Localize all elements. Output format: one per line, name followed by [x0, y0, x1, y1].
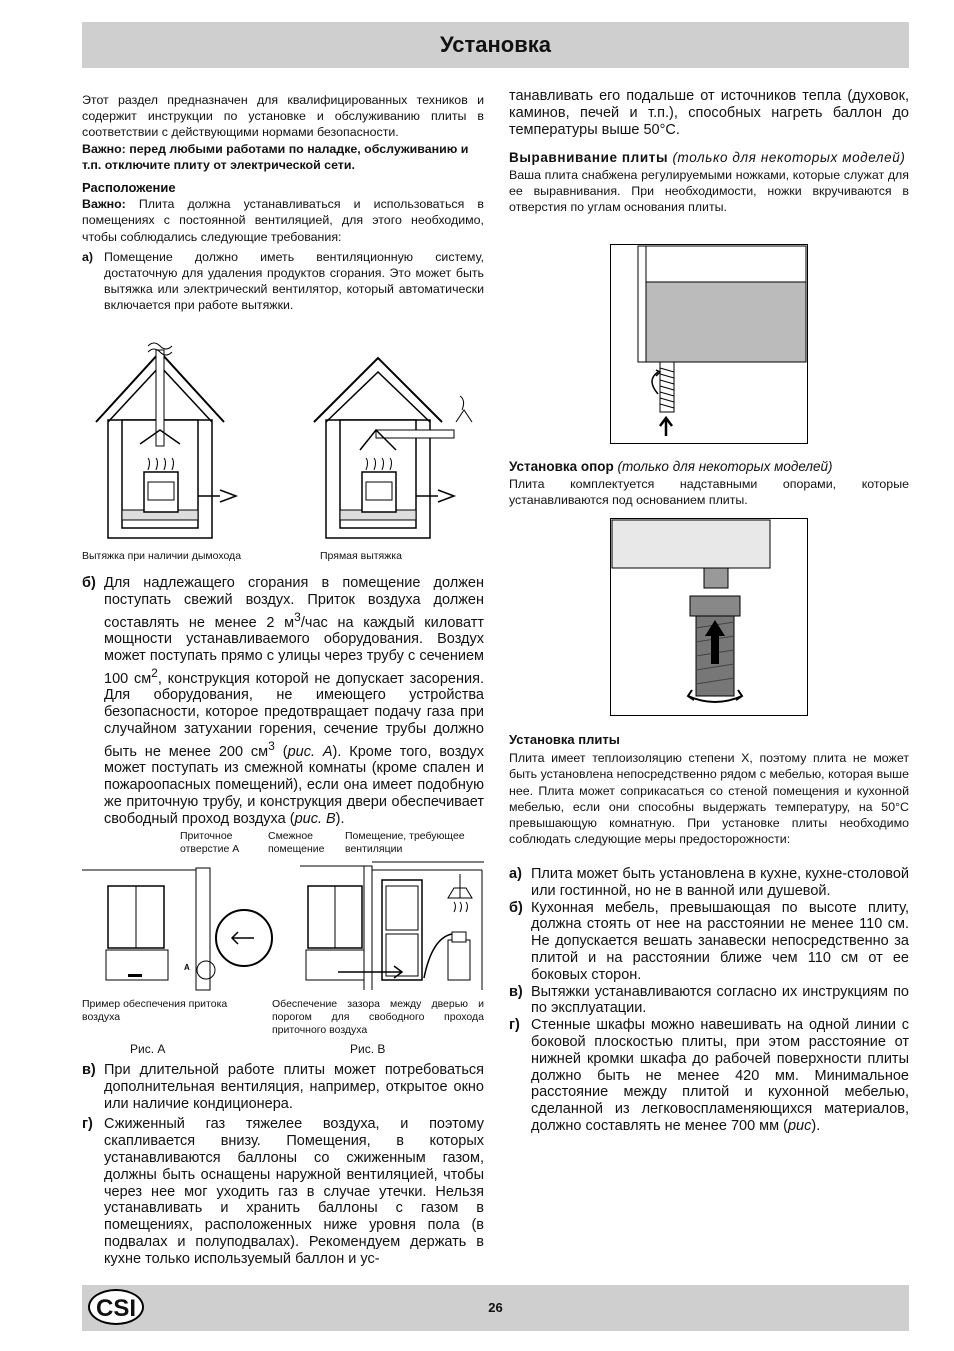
right-cont	[509, 88, 909, 138]
intro-text: Этот раздел предназначен для квалифицированных техников и содержит инструкции по установке и обслуживанию плиты в соответствии с действующими нормами безопасности.	[82, 93, 484, 140]
page-title: Установка	[439, 32, 552, 57]
list-item-a: а) Помещение должно иметь вентиляционную систему, достаточную для удаления продуктов сгорания. Это может быть вытяжка или электрический вентилятор, который автоматически включается при работе вытяжки.	[82, 249, 484, 313]
list-item-b: б) Для надлежащего сгорания в помещение должен поступать свежий воздух. Приток воздуха должен составлять не менее 2 $м^3$/час на каждый киловатт мощности устанавливаемого оборудования. Воздух может поступать прямо с улицы через трубу с сечением 100 $см^2$, конструкция которой не допускает засорения. Для оборудования, не имеющего устройства безопасности, которое предотвращает подачу газа при случайном затухании горения, сечение трубы должно быть не менее 200 $см^3$ (рис. А). Кроме того, воздух может поступать из смежной комнаты (кроме спален и пожароопасных помещений), если она имеет подобную же приточную трубу, и конструкция двери обеспечивает свободный проход воздуха (рис. В).	[82, 575, 484, 827]
caption-fig-b: Обеспечение зазора между дверью и порогом для свободного прохода приточного воздуха	[272, 998, 484, 1036]
leveling-text: Ваша плита снабжена регулируемыми ножками, которые служат для ее выравнивания. При необходимости, ножки вкручиваются в отверстия по углам основания плиты.	[509, 168, 909, 215]
warning-text: Важно: перед любыми работами по наладке, обслуживанию и т.п. отключите плиту от электрической сети.	[82, 141, 469, 172]
install-text: Плита имеет теплоизоляцию степени Х, поэтому плита не может быть установлена непосредственно рядом с мебелью, которая выше нее. Плита может соприкасаться со стеной помещения и кухонной мебелью, если они способны выдержать температуру, на 50°С превышающую комнатную. При установке плиты необходимо соблюдать следующие меры предосторожности:	[509, 751, 909, 847]
fig-a-label: Рис. А	[130, 1042, 166, 1056]
supports-note: (только для некоторых моделей)	[613, 459, 833, 474]
items-v-g	[82, 1062, 484, 1268]
caption-direct: Прямая вытяжка	[320, 550, 402, 562]
install-item-b: б) Кухонная мебель, превышающая по высоте плиту, должна стоять от нее на расстоянии не менее 110 см. Не допускается вешать занавески непосредственно за плитой и на расстоянии ближе чем 110 см от ее боковых сторон.	[509, 899, 909, 983]
install-heading: Установка плиты	[509, 732, 620, 747]
install-items	[509, 866, 909, 1135]
item-b-block	[82, 575, 484, 828]
supports-section	[509, 458, 909, 508]
fig-a-b-drawing	[82, 858, 484, 994]
ventilation-diagrams	[82, 338, 484, 546]
page-number: 26	[488, 1300, 503, 1315]
page-header	[82, 22, 909, 68]
supports-heading: Установка опор	[509, 459, 614, 474]
leveling-heading: Выравнивание плиты	[509, 150, 669, 165]
fig-letter-a: А	[184, 963, 190, 972]
list-item-g: г) Сжиженный газ тяжелее воздуха, и поэтому скапливается внизу. Помещения, в которых устанавливаются баллоны со сжиженным газом, должны быть оснащены наружной вентиляцией, чтобы через нее мог уходить газ в случае утечки. Нельзя устанавливать и хранить баллоны с газом в помещениях, расположенных ниже уровня пола (в подвалах и полуподвалах). Рекомендуем держать в кухне только используемый баллон и ус-	[82, 1116, 484, 1267]
page-footer	[82, 1285, 909, 1331]
left-column	[82, 92, 484, 314]
label-adjacent: Смежное помещение	[268, 830, 325, 855]
leveling-note: (только для некоторых моделей)	[668, 150, 906, 165]
install-section	[509, 732, 909, 847]
continuation-text: танавливать его подальше от источников тепла (духовок, каминов, печей и т.п.), способных нагреть баллон до температуры выше 50°С.	[509, 88, 909, 138]
supports-figure	[610, 518, 808, 716]
caption-fig-a: Пример обеспечения притока воздуха	[82, 998, 228, 1023]
label-room: Помещение, требующее вентиляции	[345, 830, 465, 855]
placement-text: Важно: Плита должна устанавливаться и использоваться в помещениях с постоянной вентиляцией, для этого необходимо, чтобы соблюдались следующие требования:	[82, 197, 484, 244]
install-item-g: г) Стенные шкафы можно навешивать на одной линии с боковой плоскостью плиты, при этом расстояние от нижней кромки шкафа до рабочей поверхности плиты должно быть не менее 420 мм. Минимальное расстояние между плитой и кухонной мебелью, сделанной из легковоспламеняющихся материалов, должно составлять не менее 700 мм (рис).	[509, 1017, 909, 1134]
csi-logo: CSI	[88, 1289, 144, 1325]
leveling-feet-figure	[610, 244, 808, 444]
install-item-a: а) Плита может быть установлена в кухне, кухне-столовой или гостинной, но не в ванной или душевой.	[509, 866, 909, 899]
placement-heading: Расположение	[82, 180, 176, 196]
leveling-section	[509, 149, 909, 216]
install-item-v: в) Вытяжки устанавливаются согласно их инструкциям по по эксплуатации.	[509, 983, 909, 1017]
list-item-v: в) При длительной работе плиты может потребоваться дополнительная вентиляция, например, открытое окно или наличие кондиционера.	[82, 1062, 484, 1112]
fig-b-label: Рис. В	[350, 1042, 386, 1056]
caption-chimney: Вытяжка при наличии дымохода	[82, 550, 242, 562]
label-inlet: Приточное отверстие А	[180, 830, 240, 855]
supports-text: Плита комплектуется надставными опорами, которые устанавливаются под основанием плиты.	[509, 477, 909, 508]
